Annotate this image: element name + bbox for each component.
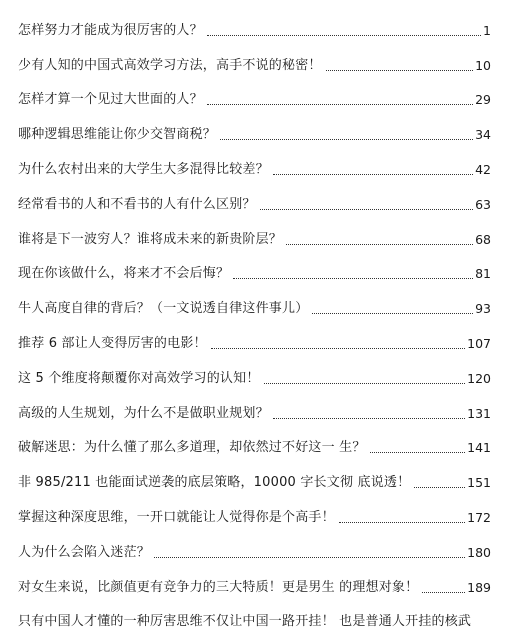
toc-entry-page: 151	[467, 475, 491, 491]
dot-leader	[211, 348, 465, 349]
dot-leader	[264, 383, 466, 384]
toc-entry[interactable]	[18, 284, 491, 319]
toc-entry-page: 10	[475, 57, 491, 73]
toc-entry[interactable]	[18, 458, 491, 493]
toc-entry-page: 120	[467, 370, 491, 386]
toc-entry-page: 34	[475, 127, 491, 143]
toc-entry[interactable]	[18, 180, 491, 215]
dot-leader	[312, 313, 473, 314]
toc-entry-title: 哪种逻辑思维能让你少交智商税？	[18, 127, 217, 143]
toc-entry[interactable]	[18, 493, 491, 528]
toc-entry[interactable]	[18, 110, 491, 145]
toc-entry[interactable]	[18, 389, 491, 424]
toc-entry-page: 141	[467, 440, 491, 456]
toc-entry-title: 对女生来说，比颜值更有竞争力的三大特质！更是男生 的理想对象！	[18, 579, 419, 595]
toc-entry-page: 29	[475, 92, 491, 108]
toc-entry-title: 破解迷思：为什么懂了那么多道理，却依然过不好这一 生？	[18, 440, 366, 456]
toc-entry-title: 这 5 个维度将颠覆你对高效学习的认知！	[18, 370, 260, 386]
dot-leader	[273, 174, 473, 175]
dot-leader	[207, 35, 481, 36]
toc-entry[interactable]	[18, 250, 491, 285]
toc-entry-page: 81	[475, 266, 491, 282]
dot-leader	[326, 70, 473, 71]
toc-entry-page: 42	[475, 161, 491, 177]
toc-entry-page: 63	[475, 196, 491, 212]
dot-leader	[207, 104, 473, 105]
toc-entry[interactable]	[18, 528, 491, 563]
toc-entry-title: 为什么农村出来的大学生大多混得比较差？	[18, 161, 269, 177]
toc-entry[interactable]	[18, 354, 491, 389]
toc-entry-page: 131	[467, 405, 491, 421]
toc-entry-page: 189	[467, 579, 491, 595]
toc-entry-page: 180	[467, 544, 491, 560]
dot-leader	[273, 418, 465, 419]
toc-entry-page: 68	[475, 231, 491, 247]
dot-leader	[414, 487, 465, 488]
toc-entry-page: 93	[475, 301, 491, 317]
toc-entry[interactable]	[18, 319, 491, 354]
toc-entry-page: 1	[483, 22, 491, 38]
toc-entry-title: 人为什么会陷入迷茫？	[18, 544, 151, 560]
toc-entry[interactable]	[18, 424, 491, 459]
toc-entry-title: 现在你该做什么，将来才不会后悔？	[18, 266, 230, 282]
toc-entry-title: 怎样才算一个见过大世面的人？	[18, 92, 203, 108]
dot-leader	[154, 557, 465, 558]
toc-entry-page: 172	[467, 509, 491, 525]
toc-entry-title: 谁将是下一波穷人？谁将成未来的新贵阶层？	[18, 231, 283, 247]
dot-leader	[286, 244, 473, 245]
dot-leader	[422, 592, 465, 593]
toc-entry-title: 经常看书的人和不看书的人有什么区别？	[18, 196, 256, 212]
toc-entry-title: 掌握这种深度思维，一开口就能让人觉得你是个高手！	[18, 509, 335, 525]
toc-entry-title: 非 985/211 也能面试逆袭的底层策略，10000 字长文彻 底说透！	[18, 475, 411, 491]
toc-entry-page: 107	[467, 335, 491, 351]
toc-entry-title: 高级的人生规划，为什么不是做职业规划？	[18, 405, 269, 421]
toc-entry-title: 怎样努力才能成为很厉害的人？	[18, 22, 203, 38]
toc-entry[interactable]	[18, 215, 491, 250]
dot-leader	[370, 452, 466, 453]
toc-entry[interactable]	[18, 598, 491, 633]
dot-leader	[220, 139, 473, 140]
dot-leader	[260, 209, 473, 210]
toc-entry-title: 推荐 6 部让人变得厉害的电影！	[18, 335, 207, 351]
toc-entry[interactable]	[18, 563, 491, 598]
toc-entry-title: 少有人知的中国式高效学习方法，高手不说的秘密！	[18, 57, 322, 73]
toc-entry-title: 只有中国人才懂的一种厉害思维不仅让中国一路开挂！ 也是普通人开挂的核武	[18, 614, 472, 630]
toc-entry[interactable]	[18, 6, 491, 41]
toc-entry[interactable]	[18, 76, 491, 111]
toc-entry-title: 牛人高度自律的背后？（一文说透自律这件事儿）	[18, 301, 309, 317]
dot-leader	[233, 278, 473, 279]
dot-leader	[339, 522, 465, 523]
toc-entry[interactable]	[18, 145, 491, 180]
toc-entry[interactable]	[18, 41, 491, 76]
